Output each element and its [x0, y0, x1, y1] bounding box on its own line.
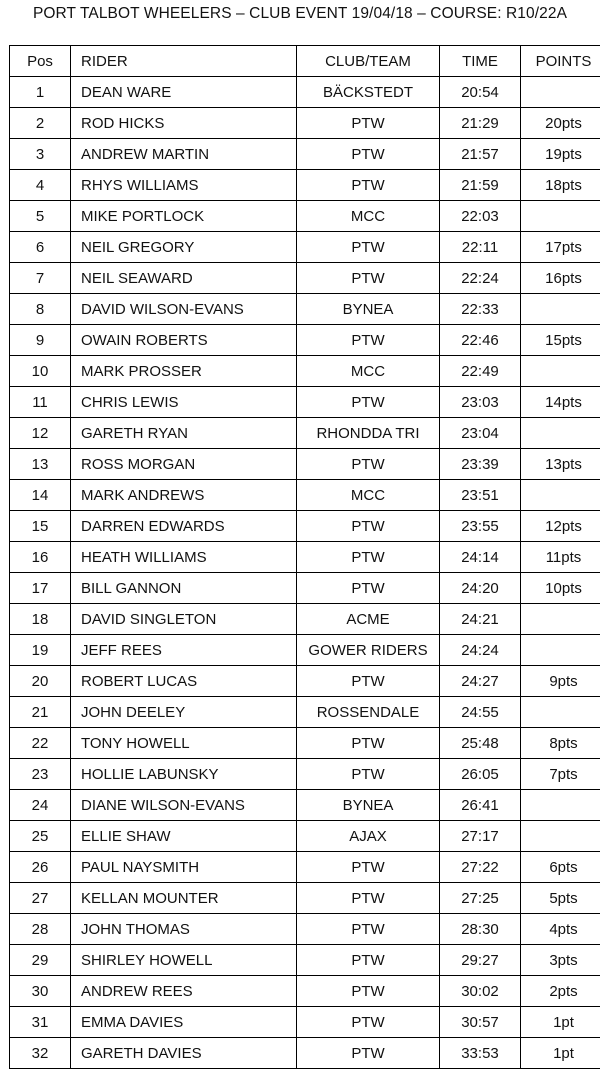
table-row	[10, 883, 600, 914]
column-header-rider: RIDER	[71, 46, 297, 77]
points-cell: 16pts	[521, 263, 600, 294]
time-cell: 21:57	[440, 139, 521, 170]
club-cell: PTW	[297, 232, 440, 263]
time-cell: 27:17	[440, 821, 521, 852]
time-cell: 22:33	[440, 294, 521, 325]
club-cell: PTW	[297, 759, 440, 790]
time-cell: 26:41	[440, 790, 521, 821]
rider-cell: CHRIS LEWIS	[71, 387, 297, 418]
table-row	[10, 263, 600, 294]
points-cell	[521, 201, 600, 232]
time-cell: 30:57	[440, 1007, 521, 1038]
points-cell	[521, 604, 600, 635]
points-cell	[521, 790, 600, 821]
time-cell: 29:27	[440, 945, 521, 976]
table-row	[10, 139, 600, 170]
club-cell: PTW	[297, 573, 440, 604]
rider-cell: BILL GANNON	[71, 573, 297, 604]
page-title: PORT TALBOT WHEELERS – CLUB EVENT 19/04/18 – COURSE: R10/22A	[32, 5, 568, 22]
position-cell: 24	[10, 790, 71, 821]
rider-cell: GARETH RYAN	[71, 418, 297, 449]
time-cell: 21:29	[440, 108, 521, 139]
time-cell: 23:51	[440, 480, 521, 511]
club-cell: GOWER RIDERS	[297, 635, 440, 666]
column-header-points: POINTS	[521, 46, 600, 77]
rider-cell: ROBERT LUCAS	[71, 666, 297, 697]
table-row	[10, 728, 600, 759]
position-cell: 7	[10, 263, 71, 294]
column-header-pos: Pos	[10, 46, 71, 77]
table-row	[10, 759, 600, 790]
table-row	[10, 511, 600, 542]
rider-cell: DAVID WILSON-EVANS	[71, 294, 297, 325]
club-cell: ACME	[297, 604, 440, 635]
points-cell: 1pt	[521, 1007, 600, 1038]
rider-cell: MIKE PORTLOCK	[71, 201, 297, 232]
time-cell: 27:22	[440, 852, 521, 883]
position-cell: 26	[10, 852, 71, 883]
time-cell: 28:30	[440, 914, 521, 945]
club-cell: MCC	[297, 356, 440, 387]
club-cell: PTW	[297, 852, 440, 883]
rider-cell: HEATH WILLIAMS	[71, 542, 297, 573]
table-row	[10, 387, 600, 418]
results-body	[10, 77, 600, 1069]
position-cell: 8	[10, 294, 71, 325]
table-row	[10, 201, 600, 232]
club-cell: BYNEA	[297, 294, 440, 325]
rider-cell: EMMA DAVIES	[71, 1007, 297, 1038]
table-row	[10, 666, 600, 697]
club-cell: PTW	[297, 976, 440, 1007]
club-cell: BÄCKSTEDT	[297, 77, 440, 108]
results-table	[9, 45, 600, 1069]
rider-cell: DEAN WARE	[71, 77, 297, 108]
time-cell: 24:24	[440, 635, 521, 666]
table-row	[10, 449, 600, 480]
time-cell: 24:27	[440, 666, 521, 697]
position-cell: 29	[10, 945, 71, 976]
table-row	[10, 635, 600, 666]
club-cell: PTW	[297, 511, 440, 542]
rider-cell: DARREN EDWARDS	[71, 511, 297, 542]
club-cell: AJAX	[297, 821, 440, 852]
time-cell: 23:39	[440, 449, 521, 480]
column-header-time: TIME	[440, 46, 521, 77]
position-cell: 6	[10, 232, 71, 263]
position-cell: 17	[10, 573, 71, 604]
points-cell: 8pts	[521, 728, 600, 759]
table-row	[10, 914, 600, 945]
club-cell: PTW	[297, 945, 440, 976]
time-cell: 23:03	[440, 387, 521, 418]
points-cell	[521, 480, 600, 511]
points-cell	[521, 294, 600, 325]
points-cell: 10pts	[521, 573, 600, 604]
time-cell: 22:03	[440, 201, 521, 232]
position-cell: 11	[10, 387, 71, 418]
position-cell: 15	[10, 511, 71, 542]
time-cell: 21:59	[440, 170, 521, 201]
position-cell: 21	[10, 697, 71, 728]
position-cell: 28	[10, 914, 71, 945]
rider-cell: TONY HOWELL	[71, 728, 297, 759]
club-cell: PTW	[297, 666, 440, 697]
table-row	[10, 1038, 600, 1069]
position-cell: 30	[10, 976, 71, 1007]
time-cell: 23:55	[440, 511, 521, 542]
club-cell: PTW	[297, 449, 440, 480]
time-cell: 24:14	[440, 542, 521, 573]
rider-cell: MARK ANDREWS	[71, 480, 297, 511]
rider-cell: JOHN THOMAS	[71, 914, 297, 945]
time-cell: 24:20	[440, 573, 521, 604]
position-cell: 20	[10, 666, 71, 697]
rider-cell: DAVID SINGLETON	[71, 604, 297, 635]
column-header-club: CLUB/TEAM	[297, 46, 440, 77]
position-cell: 13	[10, 449, 71, 480]
time-cell: 24:21	[440, 604, 521, 635]
time-cell: 27:25	[440, 883, 521, 914]
table-row	[10, 542, 600, 573]
points-cell: 5pts	[521, 883, 600, 914]
rider-cell: GARETH DAVIES	[71, 1038, 297, 1069]
points-cell: 11pts	[521, 542, 600, 573]
table-row	[10, 821, 600, 852]
position-cell: 25	[10, 821, 71, 852]
points-cell: 3pts	[521, 945, 600, 976]
rider-cell: JEFF REES	[71, 635, 297, 666]
time-cell: 22:46	[440, 325, 521, 356]
club-cell: PTW	[297, 1038, 440, 1069]
time-cell: 20:54	[440, 77, 521, 108]
club-cell: PTW	[297, 1007, 440, 1038]
points-cell	[521, 821, 600, 852]
points-cell: 12pts	[521, 511, 600, 542]
position-cell: 1	[10, 77, 71, 108]
table-row	[10, 325, 600, 356]
rider-cell: RHYS WILLIAMS	[71, 170, 297, 201]
position-cell: 14	[10, 480, 71, 511]
rider-cell: NEIL GREGORY	[71, 232, 297, 263]
table-row	[10, 945, 600, 976]
table-row	[10, 232, 600, 263]
club-cell: MCC	[297, 480, 440, 511]
position-cell: 9	[10, 325, 71, 356]
table-row	[10, 356, 600, 387]
club-cell: PTW	[297, 914, 440, 945]
rider-cell: MARK PROSSER	[71, 356, 297, 387]
club-cell: PTW	[297, 325, 440, 356]
club-cell: PTW	[297, 883, 440, 914]
position-cell: 16	[10, 542, 71, 573]
club-cell: PTW	[297, 542, 440, 573]
position-cell: 19	[10, 635, 71, 666]
position-cell: 5	[10, 201, 71, 232]
table-row	[10, 294, 600, 325]
points-cell: 2pts	[521, 976, 600, 1007]
points-cell	[521, 77, 600, 108]
table-row	[10, 852, 600, 883]
position-cell: 18	[10, 604, 71, 635]
position-cell: 3	[10, 139, 71, 170]
table-row	[10, 108, 600, 139]
table-row	[10, 480, 600, 511]
points-cell: 18pts	[521, 170, 600, 201]
time-cell: 22:49	[440, 356, 521, 387]
position-cell: 4	[10, 170, 71, 201]
time-cell: 24:55	[440, 697, 521, 728]
table-row	[10, 1007, 600, 1038]
rider-cell: OWAIN ROBERTS	[71, 325, 297, 356]
time-cell: 26:05	[440, 759, 521, 790]
points-cell	[521, 635, 600, 666]
points-cell: 14pts	[521, 387, 600, 418]
rider-cell: ELLIE SHAW	[71, 821, 297, 852]
points-cell	[521, 697, 600, 728]
rider-cell: KELLAN MOUNTER	[71, 883, 297, 914]
rider-cell: NEIL SEAWARD	[71, 263, 297, 294]
club-cell: PTW	[297, 387, 440, 418]
club-cell: RHONDDA TRI	[297, 418, 440, 449]
points-cell: 13pts	[521, 449, 600, 480]
position-cell: 27	[10, 883, 71, 914]
position-cell: 12	[10, 418, 71, 449]
rider-cell: ANDREW MARTIN	[71, 139, 297, 170]
table-row	[10, 976, 600, 1007]
time-cell: 23:04	[440, 418, 521, 449]
position-cell: 31	[10, 1007, 71, 1038]
rider-cell: DIANE WILSON-EVANS	[71, 790, 297, 821]
points-cell: 6pts	[521, 852, 600, 883]
rider-cell: ROSS MORGAN	[71, 449, 297, 480]
rider-cell: ROD HICKS	[71, 108, 297, 139]
points-cell: 17pts	[521, 232, 600, 263]
points-cell	[521, 418, 600, 449]
rider-cell: ANDREW REES	[71, 976, 297, 1007]
rider-cell: HOLLIE LABUNSKY	[71, 759, 297, 790]
time-cell: 30:02	[440, 976, 521, 1007]
points-cell: 7pts	[521, 759, 600, 790]
club-cell: PTW	[297, 170, 440, 201]
points-cell	[521, 356, 600, 387]
time-cell: 22:24	[440, 263, 521, 294]
table-header-row	[10, 46, 600, 77]
position-cell: 22	[10, 728, 71, 759]
table-row	[10, 573, 600, 604]
table-row	[10, 790, 600, 821]
rider-cell: PAUL NAYSMITH	[71, 852, 297, 883]
club-cell: PTW	[297, 728, 440, 759]
points-cell: 9pts	[521, 666, 600, 697]
points-cell: 20pts	[521, 108, 600, 139]
table-row	[10, 77, 600, 108]
club-cell: PTW	[297, 139, 440, 170]
club-cell: BYNEA	[297, 790, 440, 821]
club-cell: MCC	[297, 201, 440, 232]
rider-cell: JOHN DEELEY	[71, 697, 297, 728]
time-cell: 33:53	[440, 1038, 521, 1069]
club-cell: ROSSENDALE	[297, 697, 440, 728]
points-cell: 19pts	[521, 139, 600, 170]
table-row	[10, 697, 600, 728]
points-cell: 4pts	[521, 914, 600, 945]
club-cell: PTW	[297, 108, 440, 139]
time-cell: 25:48	[440, 728, 521, 759]
position-cell: 23	[10, 759, 71, 790]
position-cell: 32	[10, 1038, 71, 1069]
time-cell: 22:11	[440, 232, 521, 263]
position-cell: 10	[10, 356, 71, 387]
table-row	[10, 418, 600, 449]
table-row	[10, 604, 600, 635]
rider-cell: SHIRLEY HOWELL	[71, 945, 297, 976]
points-cell: 15pts	[521, 325, 600, 356]
position-cell: 2	[10, 108, 71, 139]
club-cell: PTW	[297, 263, 440, 294]
points-cell: 1pt	[521, 1038, 600, 1069]
table-row	[10, 170, 600, 201]
